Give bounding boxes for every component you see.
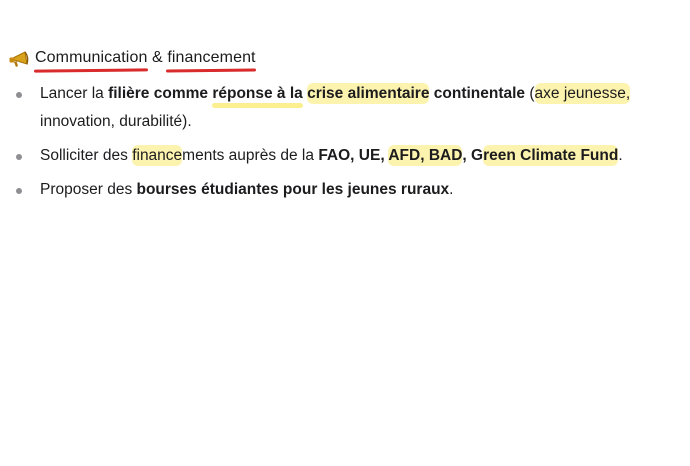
bold-run: , G bbox=[462, 147, 484, 164]
bold-run: réponse à la bbox=[212, 85, 308, 102]
heading-connector: & bbox=[147, 49, 168, 66]
highlighted-bold-run: AFD, BAD bbox=[388, 147, 463, 164]
megaphone-icon bbox=[8, 47, 32, 69]
list-item bbox=[14, 176, 674, 204]
highlighted-bold-run: crise alimentaire bbox=[307, 85, 430, 102]
highlighted-bold-run: reen Climate Fund bbox=[483, 147, 619, 164]
heading-word-financement: financement bbox=[167, 49, 256, 66]
bold-run: continentale bbox=[429, 85, 526, 102]
text-run: . bbox=[449, 181, 454, 198]
text-run: . bbox=[618, 147, 623, 164]
list-item bbox=[14, 142, 674, 170]
list-item bbox=[14, 80, 674, 136]
text-run: ( bbox=[525, 85, 535, 102]
bold-run: bourses étudiantes pour les jeunes ruraux bbox=[136, 181, 450, 198]
bullet-list bbox=[14, 80, 674, 210]
bold-run: filière comme bbox=[108, 85, 213, 102]
bold-run: FAO, UE, bbox=[318, 147, 389, 164]
text-run: ments auprès de la bbox=[182, 147, 319, 164]
text-run: innovation, durabilité). bbox=[40, 113, 192, 130]
heading-word-communication: Communication bbox=[35, 49, 148, 66]
text-run: Proposer des bbox=[40, 181, 137, 198]
text-run: Lancer la bbox=[40, 85, 109, 102]
highlighted-run: finance bbox=[132, 147, 183, 164]
section-heading bbox=[8, 46, 256, 70]
text-run: Solliciter des bbox=[40, 147, 133, 164]
highlighted-run: axe jeunesse, bbox=[534, 85, 631, 102]
